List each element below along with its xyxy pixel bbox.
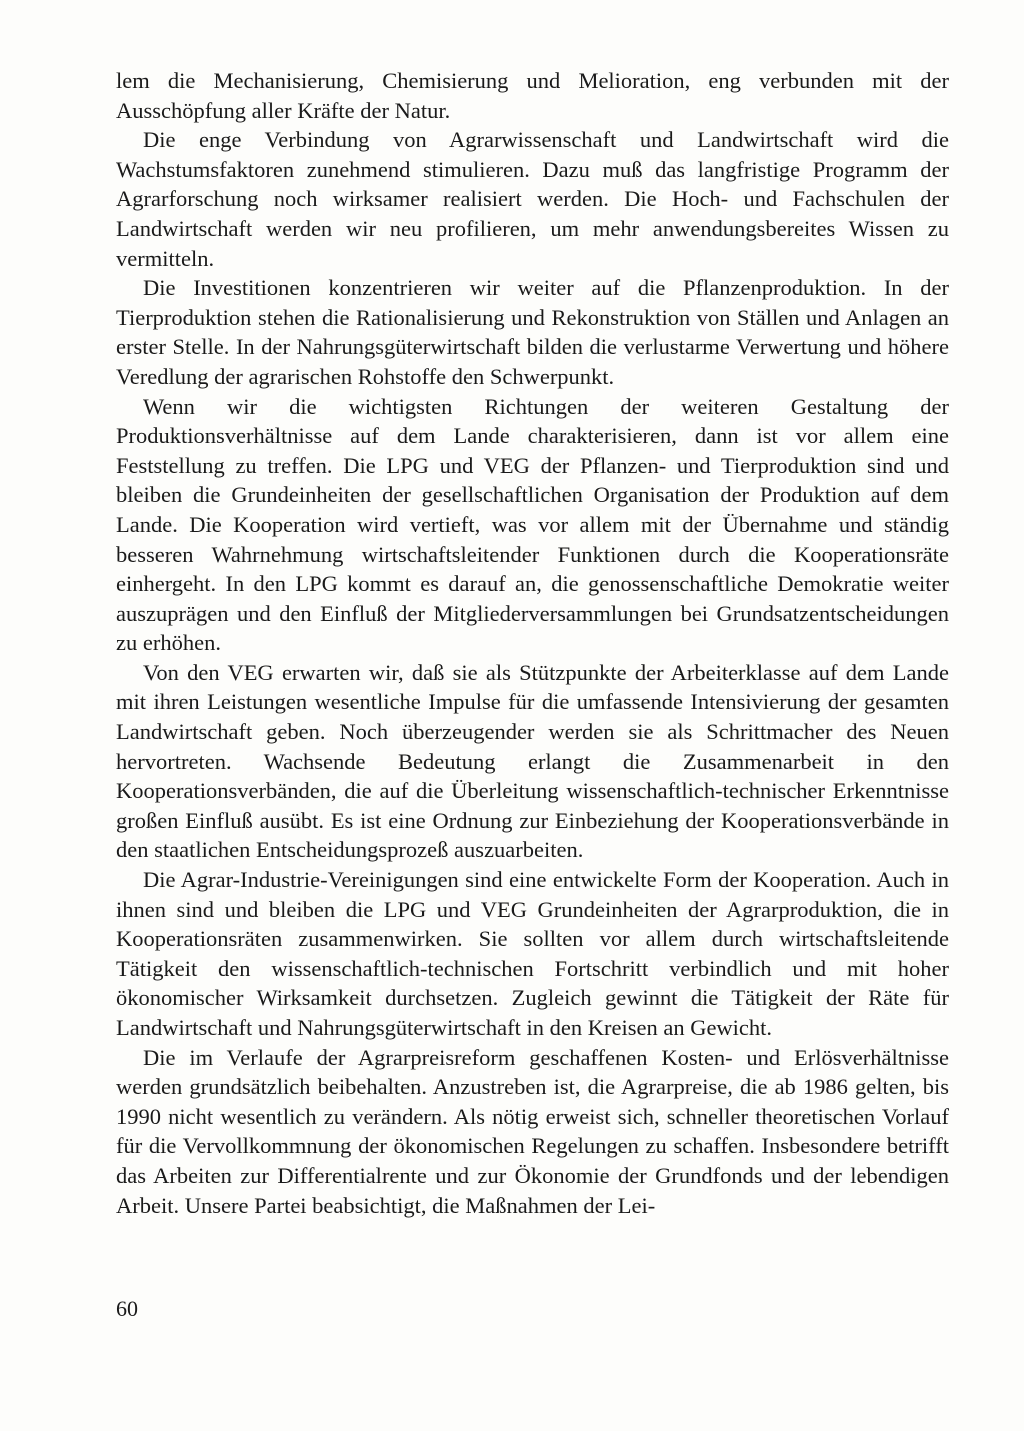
page-number: 60 <box>116 1296 138 1321</box>
paragraph-3: Die Investitionen konzentrieren wir weiter auf die Pflanzenproduktion. In der Tierproduktion stehen die Rationalisierung und Rekonstruktion von Ställen und Anlagen an erster Stelle. In der Nahrungsgüterwirtschaft bilden die verlustarme Verwertung und höhere Veredlung der agrarischen Rohstoffe den Schwerpunkt. <box>116 275 949 389</box>
paragraph-5: Von den VEG erwarten wir, daß sie als Stützpunkte der Arbeiterklasse auf dem Lande mit ihren Leistungen wesentliche Impulse für die umfassende Intensivierung der gesamten Landwirtschaft geben. Noch überzeugender werden sie als Schrittmacher des Neuen hervortreten. Wachsende Bedeutung erlangt die Zusammenarbeit in den Kooperationsverbänden, die auf die Überleitung wissenschaftlich-technischer Erkenntnisse großen Einfluß ausübt. Es ist eine Ordnung zur Einbeziehung der Kooperationsverbände in den staatlichen Entscheidungsprozeß auszuarbeiten. <box>116 659 949 863</box>
paragraph-4: Wenn wir die wichtigsten Richtungen der weiteren Gestaltung der Produktionsverhältnisse auf dem Lande charakterisieren, dann ist vor allem eine Feststellung zu treffen. Die LPG und VEG der Pflanzen- und Tierproduktion sind und bleiben die Grundeinheiten der gesellschaftlichen Organisation der Produktion auf dem Lande. Die Kooperation wird vertieft, was vor allem mit der Übernahme und ständig besseren Wahrnehmung wirtschaftsleitender Funktionen durch die Kooperationsräte einhergeht. In den LPG kommt es darauf an, die genossenschaftliche Demokratie weiter auszuprägen und den Einfluß der Mitgliederversammlungen bei Grundsatzentscheidungen zu erhöhen. <box>116 393 949 656</box>
paragraph-1: lem die Mechanisierung, Chemisierung und Melioration, eng verbunden mit der Ausschöpfung aller Kräfte der Natur. <box>116 68 949 123</box>
body-text <box>116 66 949 1220</box>
paragraph-2: Die enge Verbindung von Agrarwissenschaft und Landwirtschaft wird die Wachstumsfaktoren zunehmend stimulieren. Dazu muß das langfristige Programm der Agrarforschung noch wirksamer realisiert werden. Die Hoch- und Fachschulen der Landwirtschaft werden wir neu profilieren, um mehr anwendungsbereites Wissen zu vermitteln. <box>116 127 949 271</box>
paragraph-6: Die Agrar-Industrie-Vereinigungen sind eine entwickelte Form der Kooperation. Auch in ihnen sind und bleiben die LPG und VEG Grundeinheiten der Agrarproduktion, die in Kooperationsräten zusammenwirken. Sie sollten vor allem durch wirtschaftsleitende Tätigkeit den wissenschaftlich-technischen Fortschritt verbindlich und mit hoher ökonomischer Wirksamkeit durchsetzen. Zugleich gewinnt die Tätigkeit der Räte für Landwirtschaft und Nahrungsgüterwirtschaft in den Kreisen an Gewicht. <box>116 867 949 1040</box>
paragraph-7: Die im Verlaufe der Agrarpreisreform geschaffenen Kosten- und Erlösverhältnisse werden grundsätzlich beibehalten. Anzustreben ist, die Agrarpreise, die ab 1986 gelten, bis 1990 nicht wesentlich zu verändern. Als nötig erweist sich, schneller theoretischen Vorlauf für die Vervollkommnung der ökonomischen Regelungen zu schaffen. Insbesondere betrifft das Arbeiten zur Differentialrente und zur Ökonomie der Grundfonds und der lebendigen Arbeit. Unsere Partei beabsichtigt, die Maßnahmen der Lei- <box>116 1044 949 1218</box>
